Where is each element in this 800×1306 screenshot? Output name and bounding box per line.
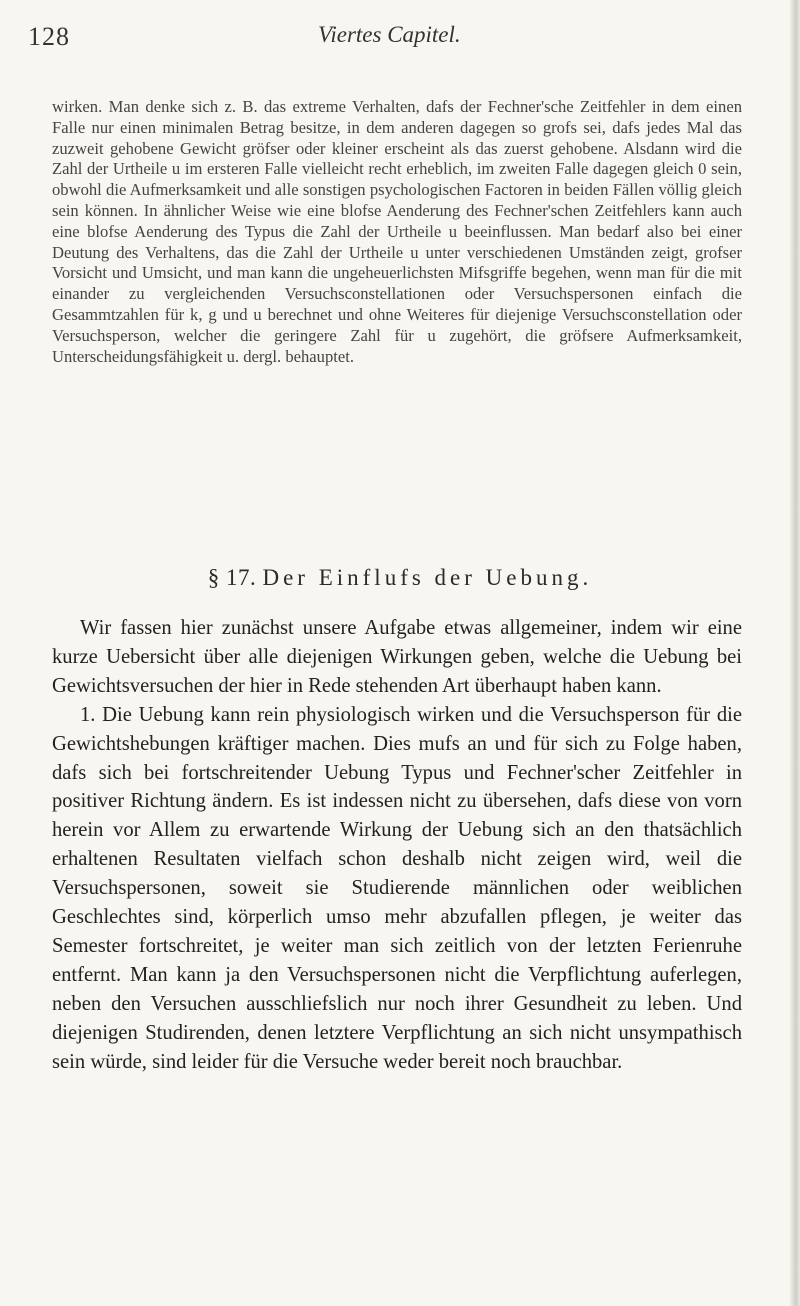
previous-paragraph-text: wirken. Man denke sich z. B. das extreme Verhalten, dafs der Fechner'sche Zeitfehler in dem einen Falle nur einen minimalen Betrag besitze, in dem anderen dagegen so grofs sei, dafs jedes Mal das zuzweit gehobene Gewicht gröfser oder kleiner erscheint als das zuerst gehobene. Alsdann wird die Zahl der Urtheile u im ersteren Falle vielleicht recht erheblich, im zweiten Falle dagegen gleich 0 sein, obwohl die Aufmerksamkeit und alle sonstigen psychologischen Factoren in beiden Fällen völlig gleich sein können. In ähnlicher Weise wie eine blofse Aenderung des Fechner'schen Zeitfehlers kann auch eine blofse Aenderung des Typus die Zahl der Urtheile u beeinflussen. Man bedarf also bei einer Deutung des Verhaltens, das die Zahl der Urtheile u unter verschiedenen Umständen zeigt, grofser Vorsicht und Umsicht, und man kann die ungeheuerlichsten Mifsgriffe begehen, wenn man für die mit einander zu vergleichenden Versuchsconstellationen oder Versuchspersonen einfach die Gesammtzahlen für k, g und u berechnet und ohne Weiteres für diejenige Versuchsconstellation oder Versuchsperson, welcher die geringere Zahl für u zugehört, die gröfsere Aufmerksamkeit, Unterscheidungsfähigkeit u. dergl. behauptet.: [52, 97, 742, 366]
body-paragraph-2: 1. Die Uebung kann rein physiologisch wirken und die Versuchsperson für die Gewichtshebungen kräftiger machen. Dies mufs an und für sich zu Folge haben, dafs sich bei fortschreitender Uebung Typus und Fechner'scher Zeitfehler in positiver Richtung ändern. Es ist indessen nicht zu übersehen, dafs diese von vorn herein vor Allem zu erwartende Wirkung der Uebung sich an den thatsächlich erhaltenen Resultaten vielfach schon deshalb nicht zeigen wird, weil die Versuchspersonen, soweit sie Studierende männlichen oder weiblichen Geschlechtes sind, körperlich umso mehr abzufallen pflegen, je weiter das Semester fortschreitet, je weiter man sich zeitlich von der letzten Ferienruhe entfernt. Man kann ja den Versuchspersonen nicht die Verpflichtung auferlegen, neben den Versuchen ausschliefslich nur noch ihrer Gesundheit zu leben. Und diejenigen Studirenden, denen letztere Verpflichtung an sich nicht unsympathisch sein würde, sind leider für die Versuche weder bereit noch brauchbar.: [52, 703, 742, 1073]
section-title: Der Einflufs der Uebung.: [262, 565, 593, 590]
running-title: Viertes Capitel.: [318, 22, 461, 47]
page-number: 128: [28, 22, 70, 51]
section-number: § 17.: [207, 565, 257, 590]
page-edge: [790, 0, 800, 1306]
previous-paragraph: [52, 97, 742, 367]
section-body: [52, 614, 742, 1077]
section-heading: [0, 565, 800, 591]
body-paragraph-1: Wir fassen hier zunächst unsere Aufgabe etwas allgemeiner, indem wir eine kurze Uebersicht über alle diejenigen Wirkungen geben, welche die Uebung bei Gewichtsversuchen der hier in Rede stehenden Art überhaupt haben kann.: [52, 617, 742, 697]
page-header: [28, 22, 762, 62]
